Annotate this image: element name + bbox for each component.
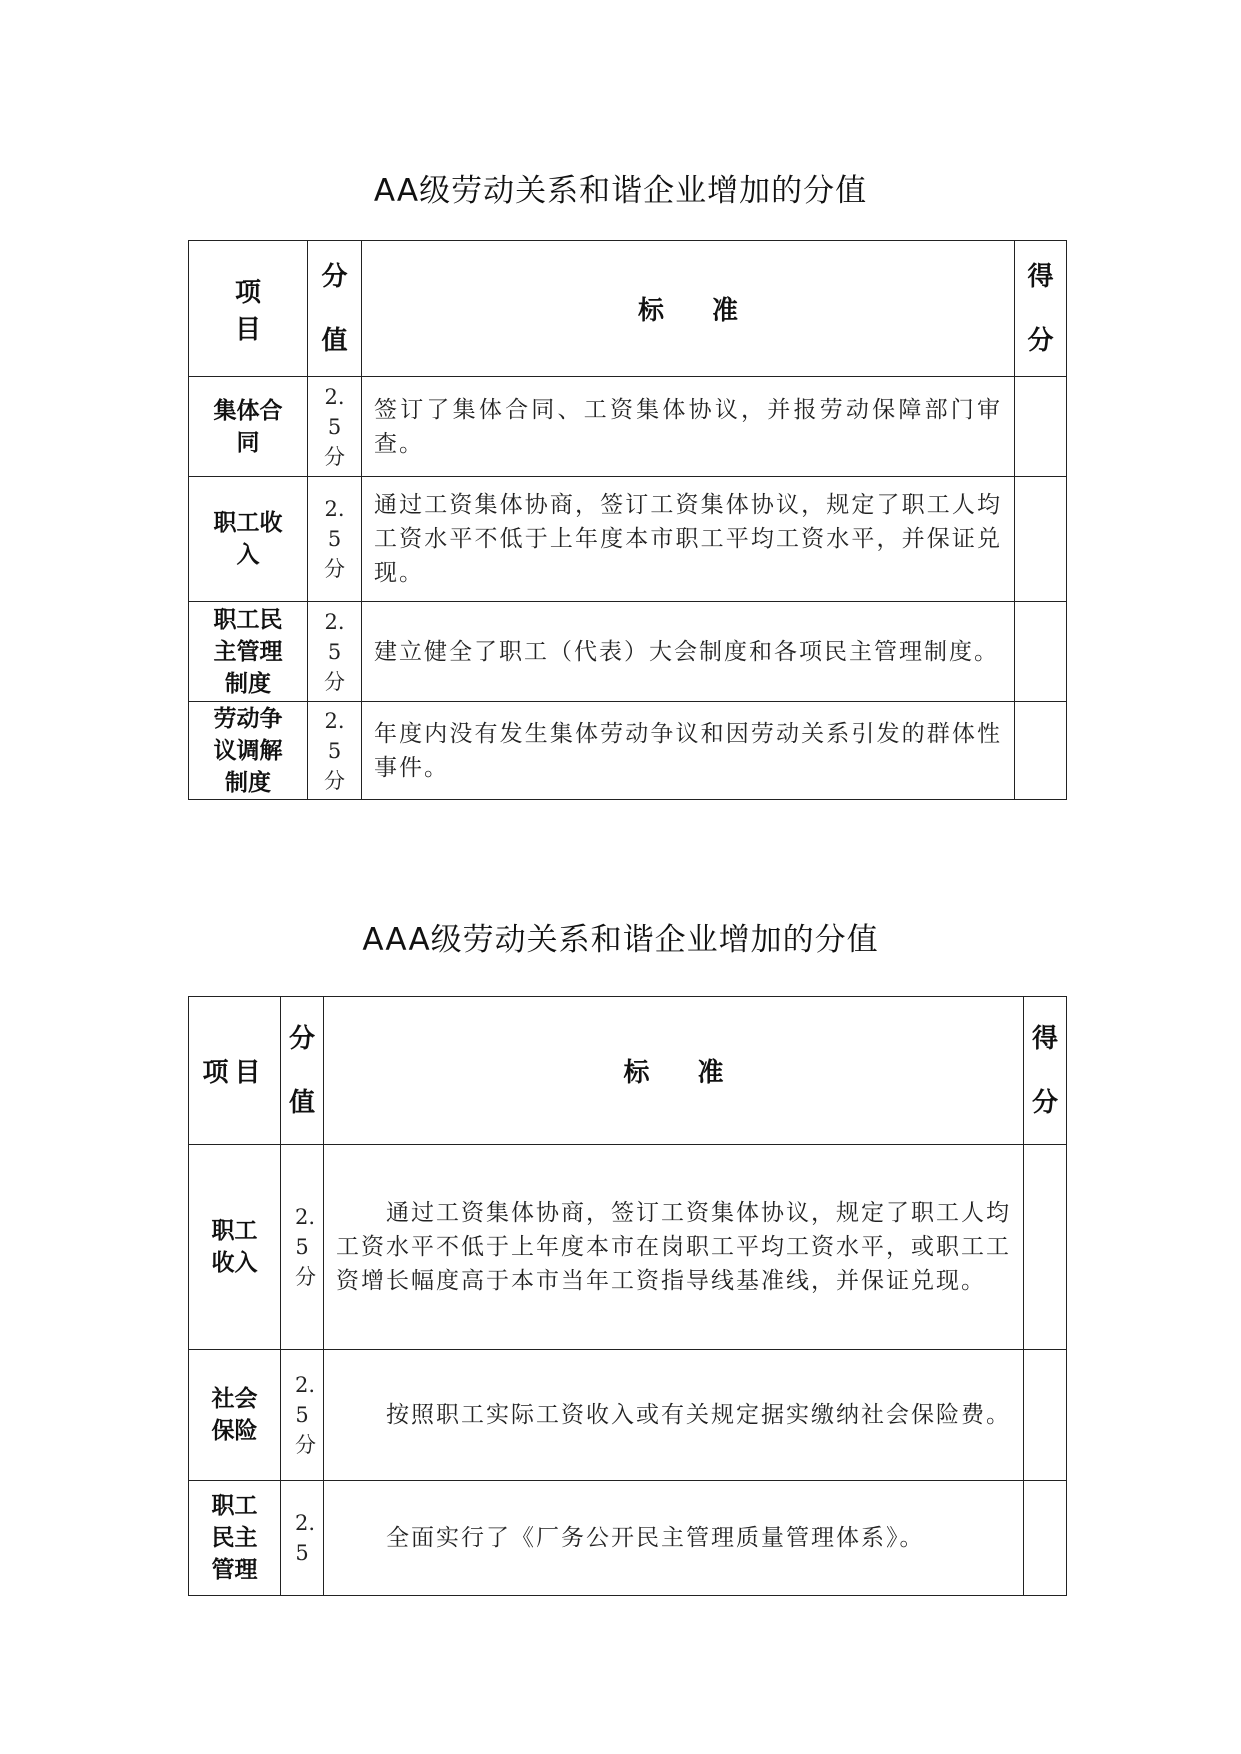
table-row	[189, 1145, 1067, 1350]
aa-score-table	[188, 240, 1067, 800]
row-result[interactable]	[1024, 1481, 1067, 1596]
row-score: 2.5分	[308, 702, 362, 800]
row-score: 2.5分	[281, 1350, 324, 1481]
table-row	[189, 477, 1067, 602]
row-result[interactable]	[1015, 602, 1067, 702]
table-row	[189, 1481, 1067, 1596]
row-standard: 年度内没有发生集体劳动争议和因劳动关系引发的群体性事件。	[362, 702, 1015, 800]
row-standard: 建立健全了职工（代表）大会制度和各项民主管理制度。	[362, 602, 1015, 702]
row-result[interactable]	[1015, 702, 1067, 800]
header-item: 项目	[189, 241, 308, 377]
row-item: 劳动争议调解制度	[189, 702, 308, 800]
row-score: 2.5分	[308, 377, 362, 477]
header-result: 得分	[1015, 241, 1067, 377]
table-row	[189, 377, 1067, 477]
row-score: 2.5	[281, 1481, 324, 1596]
table-row	[189, 702, 1067, 800]
table-header-row	[189, 241, 1067, 377]
row-standard: 全面实行了《厂务公开民主管理质量管理体系》。	[324, 1481, 1024, 1596]
header-standard: 标准	[324, 997, 1024, 1145]
table-header-row	[189, 997, 1067, 1145]
table-row	[189, 602, 1067, 702]
row-standard: 通过工资集体协商，签订工资集体协议，规定了职工人均工资水平不低于上年度本市职工平均工资水平，并保证兑现。	[362, 477, 1015, 602]
row-score: 2.5分	[308, 477, 362, 602]
row-item: 社会保险	[189, 1350, 281, 1481]
row-result[interactable]	[1015, 477, 1067, 602]
row-item: 集体合同	[189, 377, 308, 477]
row-result[interactable]	[1024, 1350, 1067, 1481]
header-standard: 标准	[362, 241, 1015, 377]
row-item: 职工收入	[189, 477, 308, 602]
row-item: 职工民主管理	[189, 1481, 281, 1596]
header-score: 分值	[308, 241, 362, 377]
row-result[interactable]	[1015, 377, 1067, 477]
row-standard: 按照职工实际工资收入或有关规定据实缴纳社会保险费。	[324, 1350, 1024, 1481]
row-result[interactable]	[1024, 1145, 1067, 1350]
row-standard: 通过工资集体协商，签订工资集体协议，规定了职工人均工资水平不低于上年度本市在岗职工平均工资水平，或职工工资增长幅度高于本市当年工资指导线基准线，并保证兑现。	[324, 1145, 1024, 1350]
header-item: 项目	[189, 997, 281, 1145]
header-result: 得分	[1024, 997, 1067, 1145]
row-standard: 签订了集体合同、工资集体协议，并报劳动保障部门审查。	[362, 377, 1015, 477]
row-score: 2.5分	[281, 1145, 324, 1350]
table-title-aa: AA级劳动关系和谐企业增加的分值	[373, 173, 868, 209]
aaa-score-table	[188, 996, 1067, 1596]
row-item: 职工民主管理制度	[189, 602, 308, 702]
table-row	[189, 1350, 1067, 1481]
table-title-aaa: AAA级劳动关系和谐企业增加的分值	[362, 922, 879, 958]
row-score: 2.5分	[308, 602, 362, 702]
header-score: 分值	[281, 997, 324, 1145]
row-item: 职工收入	[189, 1145, 281, 1350]
